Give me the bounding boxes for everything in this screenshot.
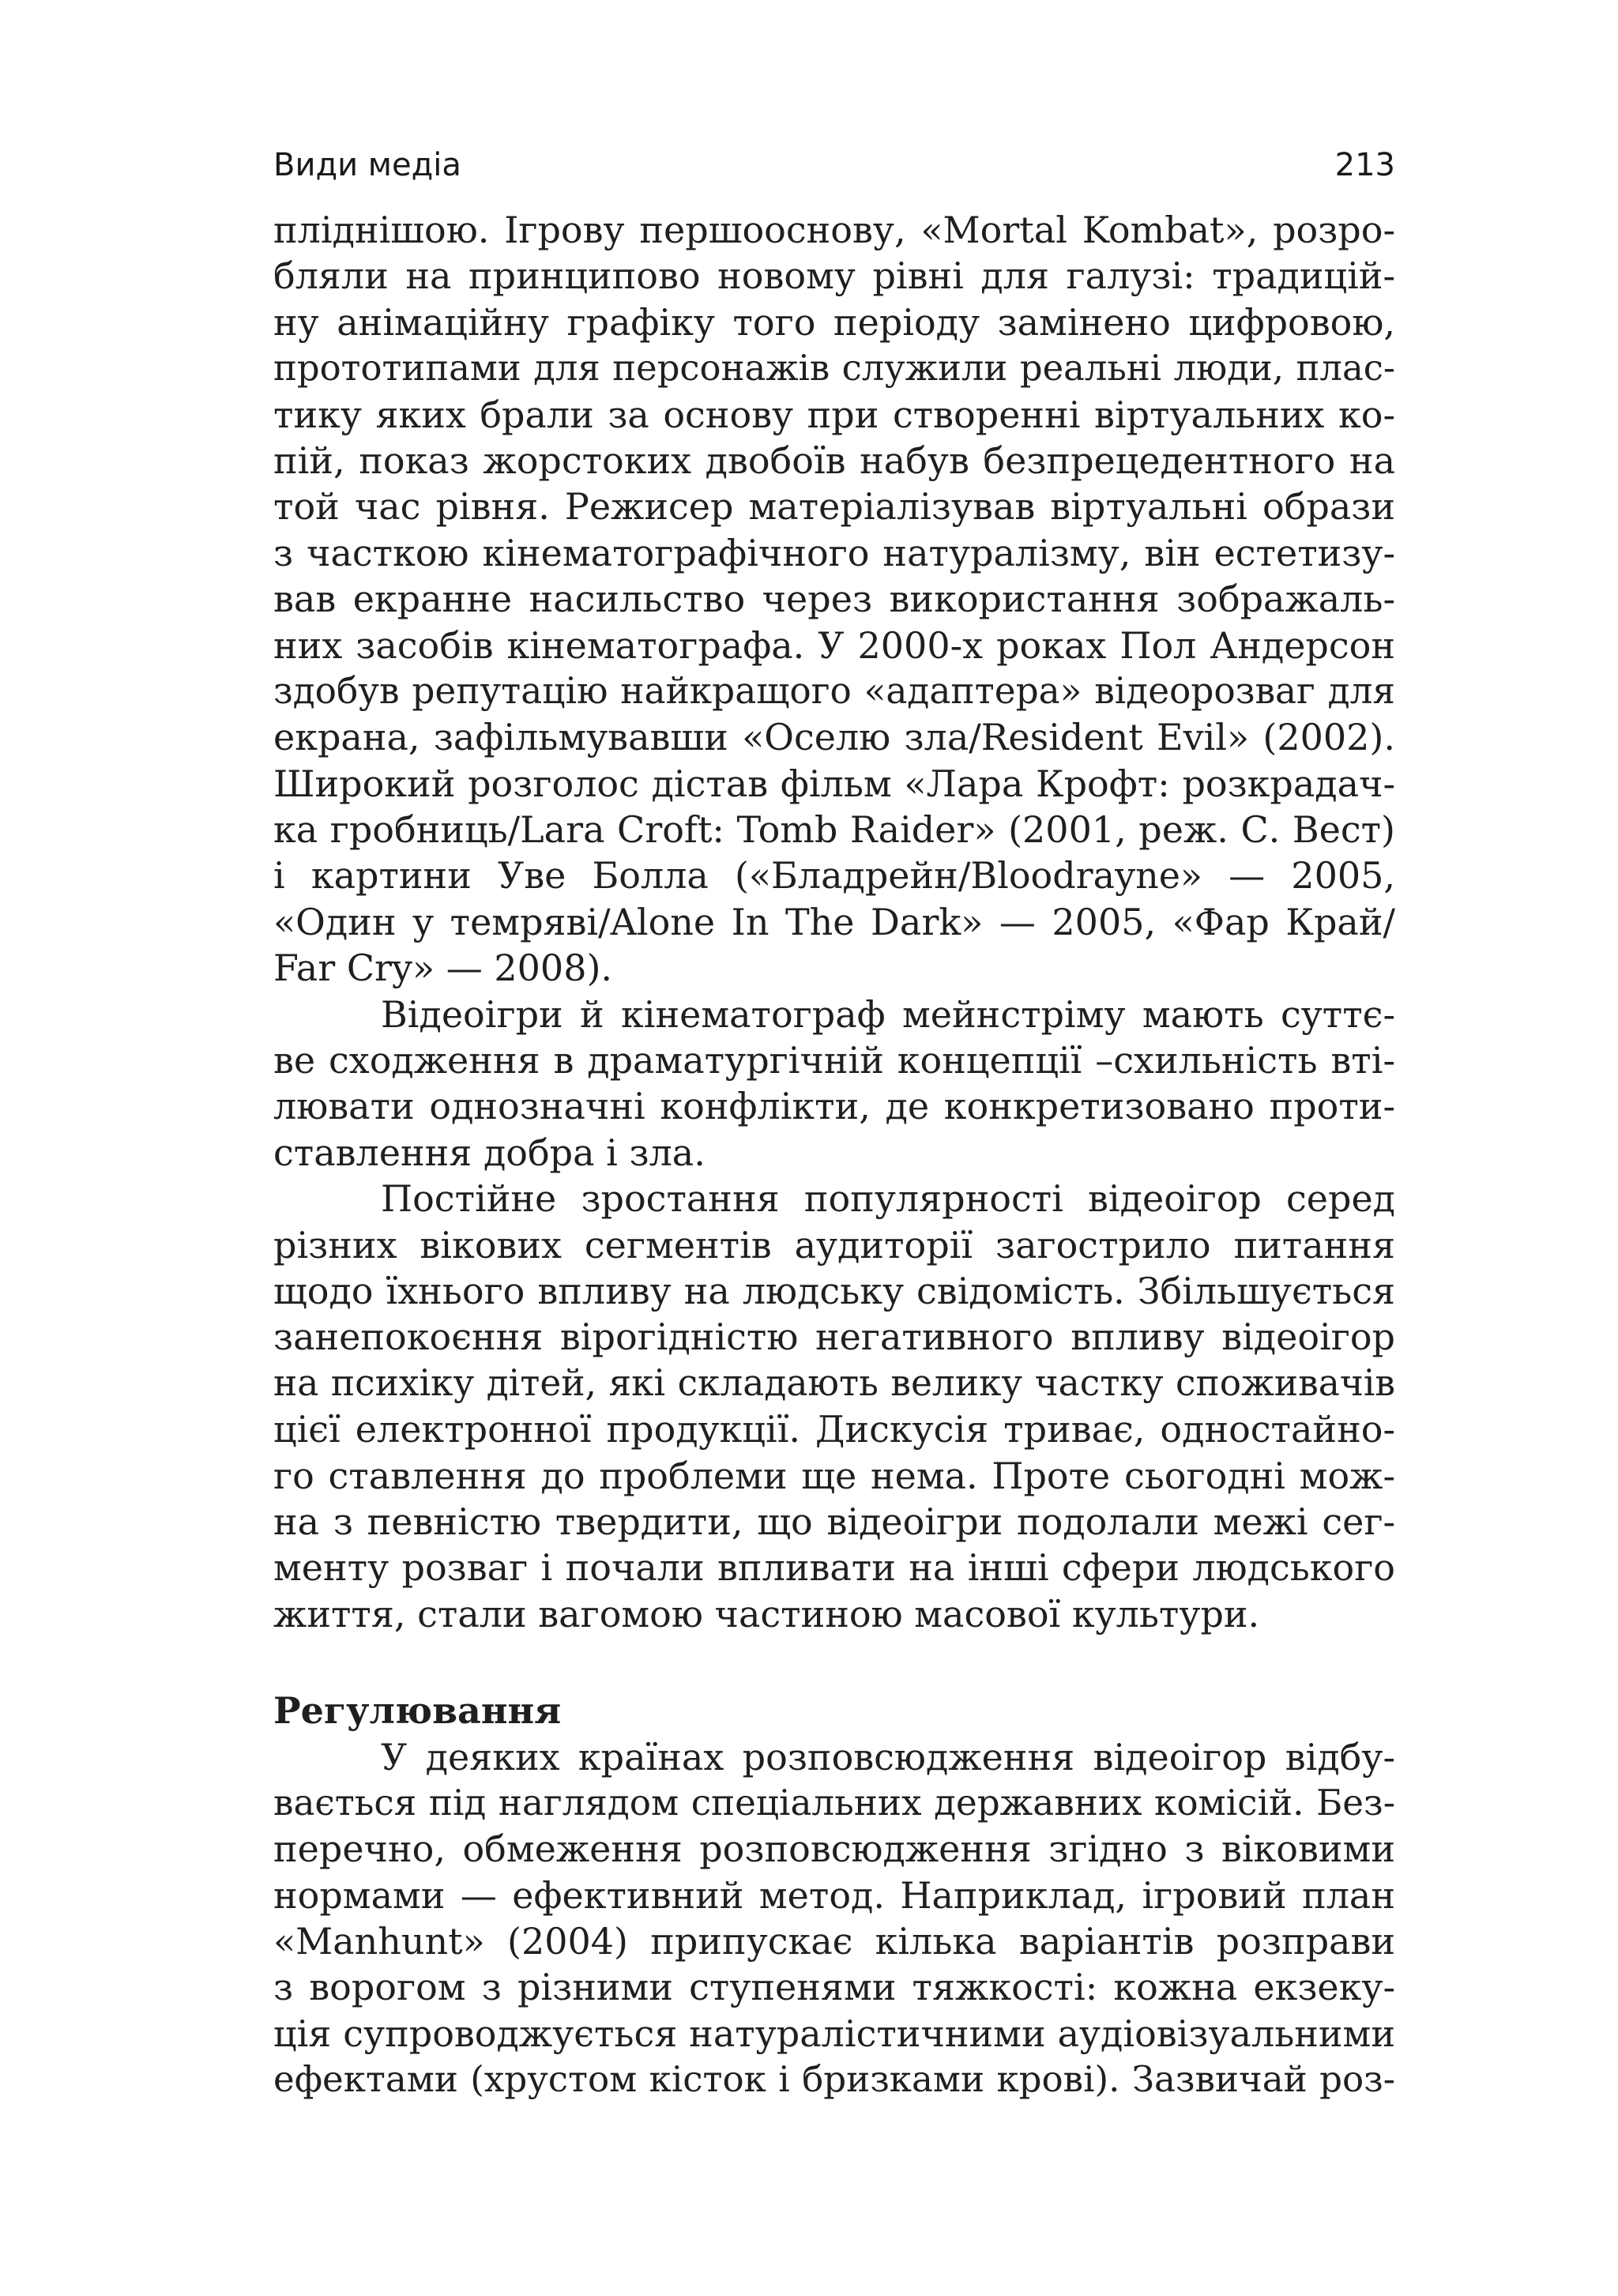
text-line: щодо їхнього впливу на людську свідомість. Збільшується bbox=[273, 1269, 1395, 1312]
text-line: «Manhunt» (2004) припускає кілька варіантів розправи bbox=[273, 1920, 1395, 1963]
text-line: життя, стали вагомою частиною масової культури. bbox=[273, 1592, 1260, 1635]
text-line: Постійне зростання популярності відеоігор серед bbox=[381, 1177, 1395, 1221]
text-line: ну анімаційну графіку того періоду замінено цифровою, bbox=[273, 300, 1395, 344]
text-line: той час рівня. Режисер матеріалізував віртуальні образи bbox=[273, 485, 1395, 529]
running-head bbox=[273, 147, 1395, 194]
text-line: і картини Уве Болла («Бладрейн/Bloodrayne» — 2005, bbox=[273, 854, 1395, 898]
text-line: тику яких брали за основу при створенні віртуальних ко- bbox=[273, 393, 1395, 436]
text-line: ція супроводжується натуралістичними аудіовізуальними bbox=[273, 2012, 1395, 2055]
text-line: з ворогом з різними ступенями тяжкості: кожна екзеку- bbox=[273, 1966, 1395, 2009]
text-line: «Один у темряві/Alone In The Dark» — 2005, «Фар Край/ bbox=[273, 900, 1395, 943]
text-line: прототипами для персонажів служили реальні люди, плас- bbox=[273, 347, 1395, 390]
text-line: на з певністю твердити, що відеоігри подолали межі сег- bbox=[273, 1500, 1395, 1543]
text-line: нормами — ефективний метод. Наприклад, ігровий план bbox=[273, 1873, 1395, 1917]
section-title: Види медіа bbox=[273, 147, 461, 183]
text-line: пліднішою. Ігрову першооснову, «Mortal Kombat», розро- bbox=[273, 209, 1395, 251]
text-line: пій, показ жорстоких двобоїв набув безпрецедентного на bbox=[273, 438, 1395, 482]
paragraph-2 bbox=[273, 992, 1395, 1176]
paragraph-3 bbox=[273, 1176, 1395, 1637]
paragraph-1 bbox=[273, 207, 1395, 992]
text-line: Широкий розголос дістав фільм «Лара Крофт: розкрадач- bbox=[273, 762, 1395, 805]
text-line: екрана, зафільмувавши «Оселю зла/Resident Evil» (2002). bbox=[273, 716, 1395, 759]
section-regulation bbox=[273, 1688, 1395, 2103]
text-line: ве сходження в драматургічній концепції –схильність вті- bbox=[273, 1039, 1395, 1082]
text-line: здобув репутацію найкращого «адаптера» відеорозваг для bbox=[273, 669, 1395, 712]
text-line: перечно, обмеження розповсюдження згідно з віковими bbox=[273, 1827, 1395, 1871]
text-line: менту розваг і почали впливати на інші сфери людського bbox=[273, 1546, 1395, 1590]
section-heading: Регулювання bbox=[273, 1689, 562, 1733]
text-line: ка гробниць/Lara Croft: Tomb Raider» (2001, реж. С. Вест) bbox=[273, 808, 1395, 852]
text-line: ефектами (хрустом кісток і бризками крові). Зазвичай роз- bbox=[273, 2058, 1395, 2101]
section-spacer bbox=[273, 1637, 1395, 1688]
text-line: Відеоігри й кінематограф мейнстріму мають суттє- bbox=[381, 992, 1395, 1036]
text-line: цієї електронної продукції. Дискусія триває, одностайно- bbox=[273, 1408, 1395, 1451]
text-line: них засобів кінематографа. У 2000-х роках Пол Андерсон bbox=[273, 623, 1395, 667]
text-line: різних вікових сегментів аудиторії загострило питання bbox=[273, 1223, 1395, 1267]
text-line: Far Cry» — 2008). bbox=[273, 947, 613, 990]
text-line: бляли на принципово новому рівні для галузі: традицій- bbox=[273, 254, 1395, 298]
text-line: вав екранне насильство через використання зображаль- bbox=[273, 578, 1395, 621]
text-line: на психіку дітей, які складають велику частку споживачів bbox=[273, 1361, 1395, 1404]
text-line: з часткою кінематографічного натуралізму, він естетизу- bbox=[273, 531, 1395, 574]
text-line: вається під наглядом спеціальних державних комісій. Без- bbox=[273, 1781, 1395, 1824]
page-number: 213 bbox=[1334, 147, 1395, 183]
text-line: ставлення добра і зла. bbox=[273, 1131, 706, 1174]
text-line: лювати однозначні конфлікти, де конкретизовано проти- bbox=[273, 1085, 1395, 1128]
body-text bbox=[273, 207, 1395, 2103]
text-line: го ставлення до проблеми ще нема. Проте сьогодні мож- bbox=[273, 1454, 1395, 1497]
text-line: занепокоєння вірогідністю негативного впливу відеоігор bbox=[273, 1315, 1395, 1359]
text-line: У деяких країнах розповсюдження відеоігор відбу- bbox=[381, 1735, 1395, 1778]
